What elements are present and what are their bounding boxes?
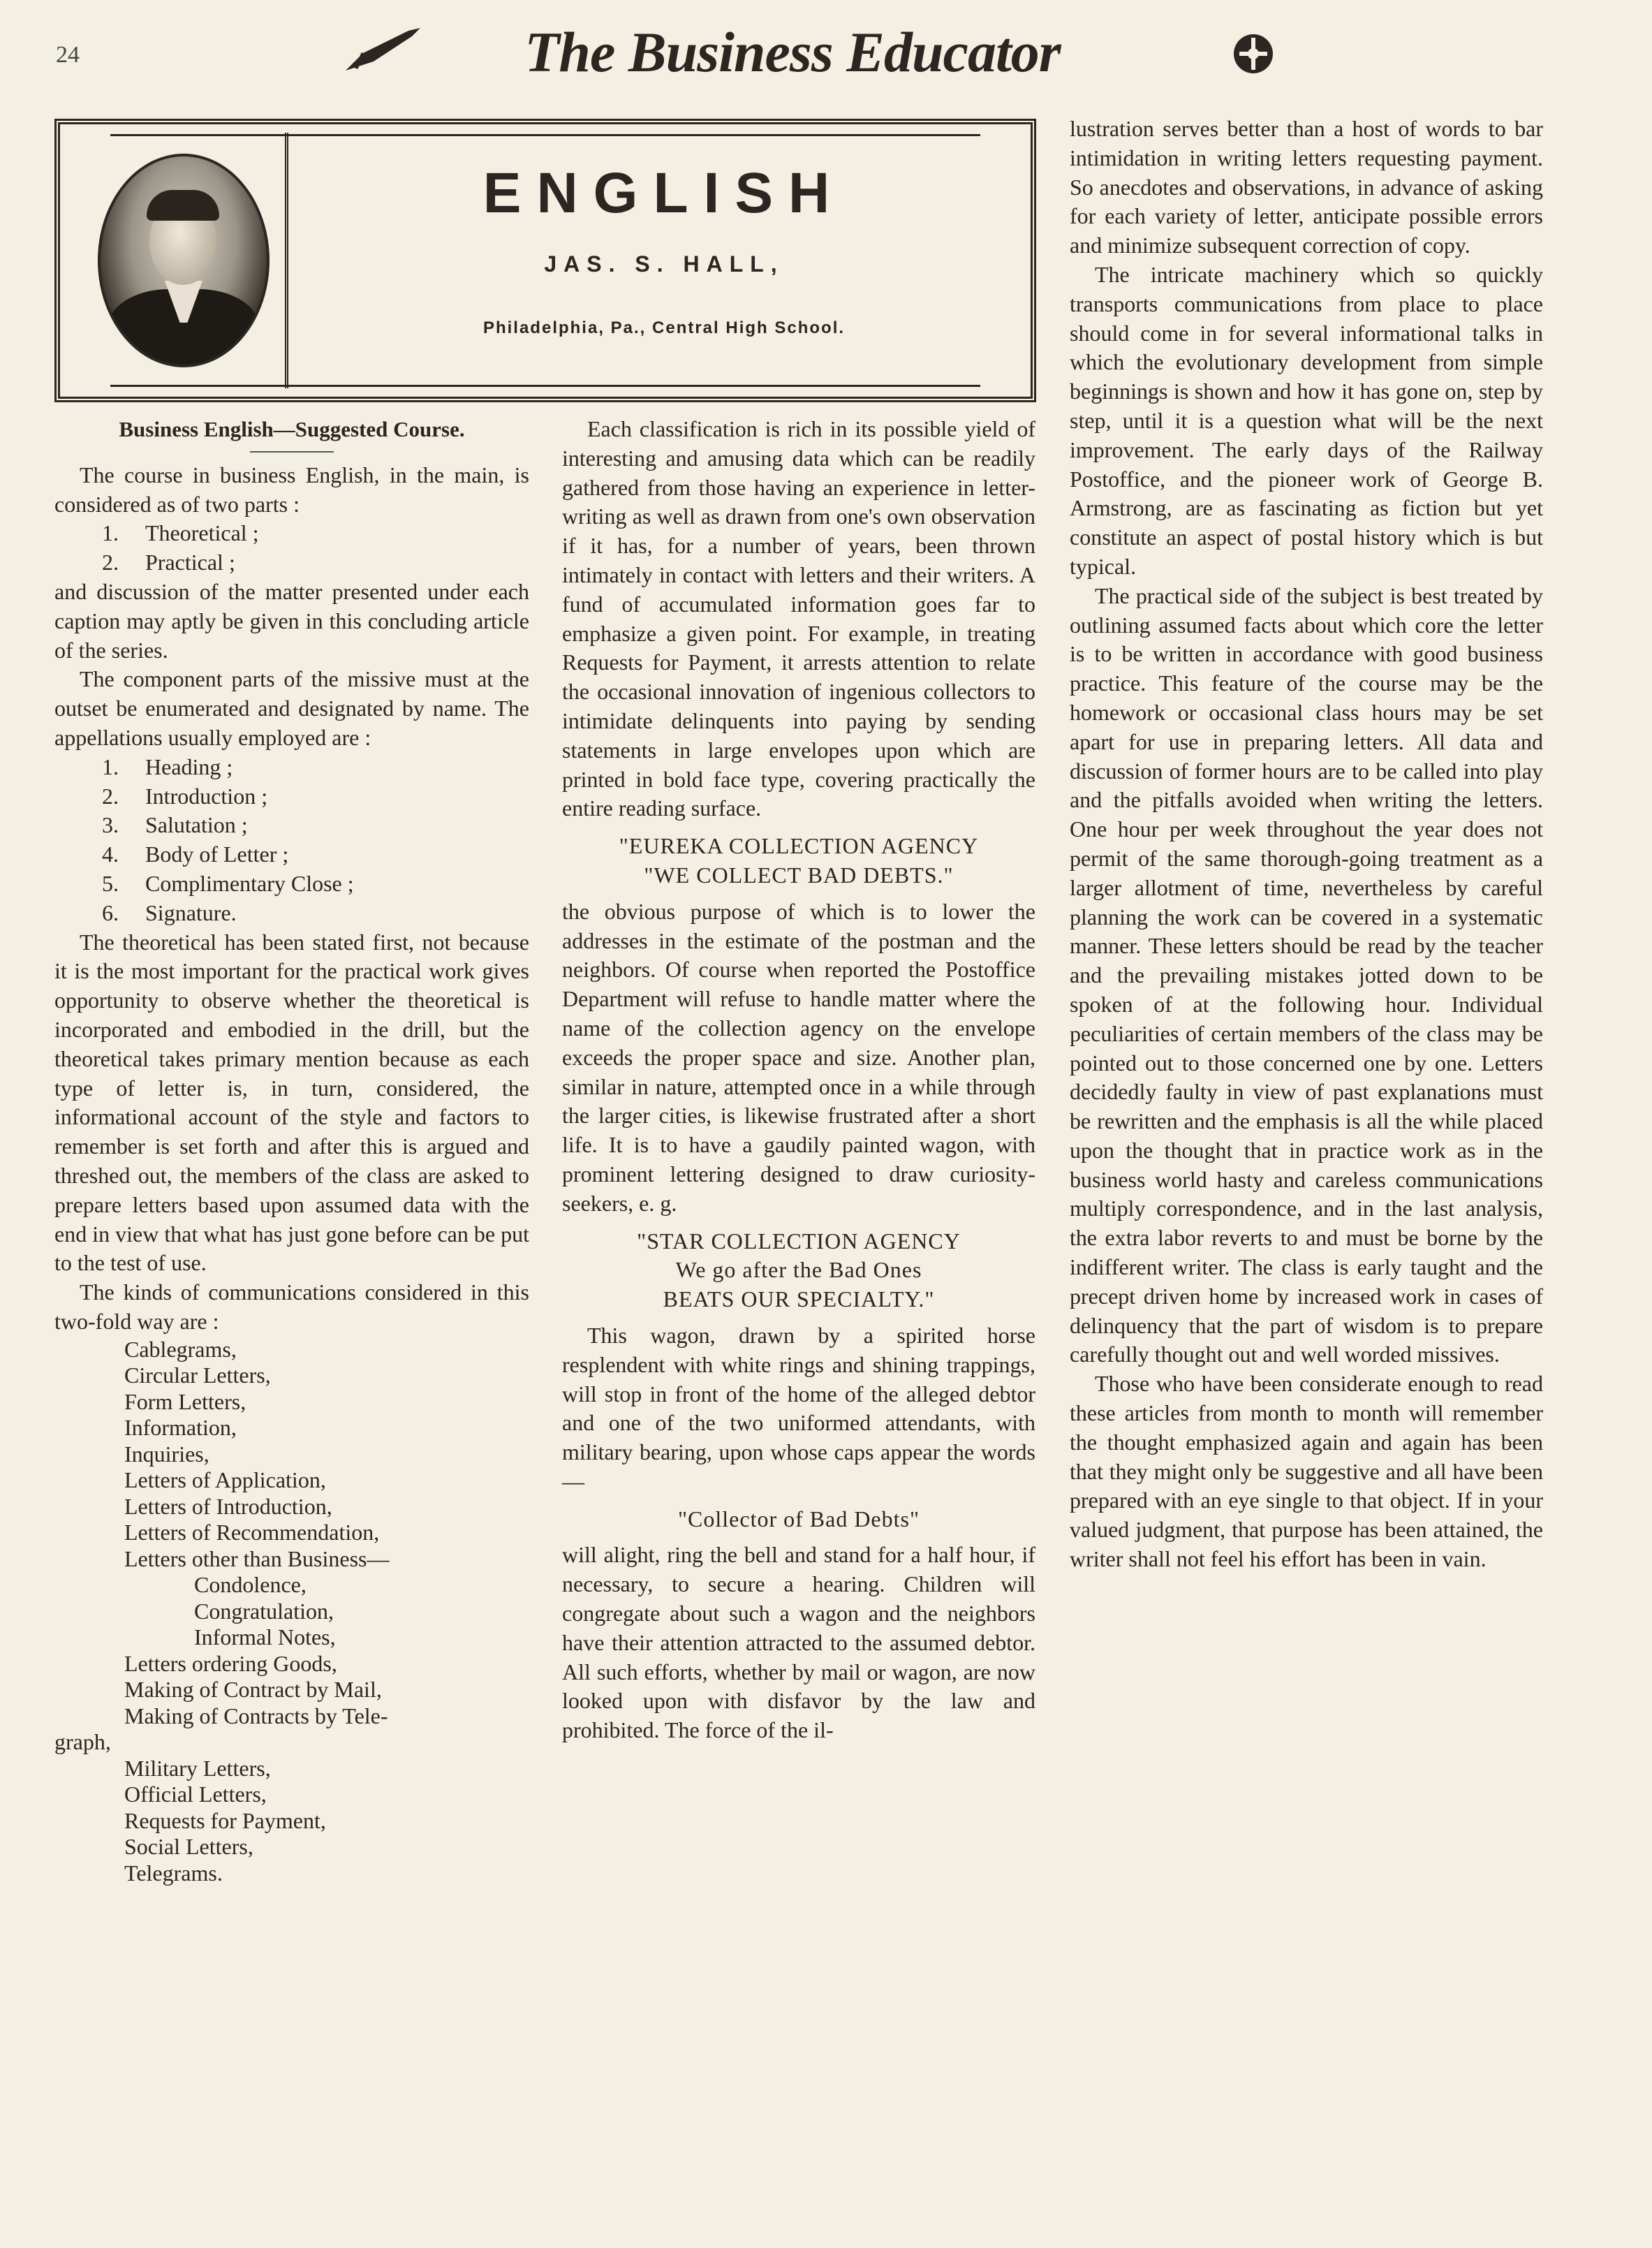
quote-line: "WE COLLECT BAD DEBTS." — [644, 862, 954, 888]
author-name: JAS. S. HALL, — [544, 251, 784, 277]
list-item: Form Letters, — [124, 1388, 246, 1414]
list-item: Letters ordering Goods, — [124, 1650, 337, 1676]
list-item: 3. Salutation ; — [102, 812, 248, 838]
list-item: Cablegrams, — [124, 1336, 237, 1362]
list-item: Official Letters, — [124, 1781, 267, 1807]
list-item: Making of Contracts by Tele- graph, — [54, 1703, 388, 1755]
list-item: Letters of Introduction, — [124, 1493, 332, 1519]
article-header-box — [54, 119, 1036, 402]
quoted-cap-words: "Collector of Bad Debts" — [677, 1506, 920, 1531]
paragraph: the obvious purpose of which is to lower the addresses in the estimate of the postman and the neighbors. Of course when reported the Postoffice Department will refuse to handle matter where the name of the collection agency on the envelope exceeds the proper space and size. Another plan, similar in nature, attempted once in a while through the larger cities, is likewise frustrated after a short life. It is to have a gaudily painted wagon, with prominent lettering designed to draw curiosity-seekers, e. g. — [562, 898, 1035, 1216]
list-item: Making of Contract by Mail, — [124, 1677, 382, 1703]
list-item: Military Letters, — [124, 1755, 271, 1781]
parts-list — [54, 519, 529, 578]
paragraph: Those who have been considerate enough to read these articles from month to month will remember the thought emphasized again and again has been that they might only be suggestive and all have been prepared with an eye single to that object. If in your valued judgment, that purpose has been attained, the writer shall not feel his effort has been in vain. — [1070, 1371, 1543, 1572]
quote-line: BEATS OUR SPECIALTY." — [663, 1286, 935, 1312]
list-item: Social Letters, — [124, 1834, 253, 1860]
header-divider — [285, 133, 288, 388]
header-rule-bottom — [110, 385, 980, 387]
paragraph: The practical side of the subject is best treated by outlining assumed facts about which core the letter is to be written in accordance with good business practice. This feature of the course may be the homework or occasional class hours may be set apart for use in preparing letters. All data and discussion of former hours are to be called into play and the pitfalls avoided when writing the letters. One hour per week throughout the year does not permit of the same thorough-going treatment as a larger allotment of time, nevertheless by careful planning the work can be covered in a systematic manner. These letters should be read by the teacher and the prevailing mistakes jotted down to be spoken of at the following hour. Individual peculiarities of certain members of the class may be pointed out to those concerned one by one. Letters decidedly faulty in view of past explanations must be rewritten and the emphasis is all the while placed upon the thought that in practice work as in the business world hasty and careless communications multiply correspondence, and in the last analysis, the extra labor reverts to and must be borne by the indifferent writer. The class is early taught and the precept driven home by increased work in cases of delinquency that the part of wisdom is to prepare carefully thought out and well worded missives. — [1070, 582, 1543, 1367]
communication-kinds-list — [54, 1337, 529, 1887]
paragraph: lustration serves better than a host of words to bar intimidation in writing letters requesting payment. So anecdotes and observations, in advance of asking for each variety of letter, anticipate possible errors and minimize subsequent correction of copy. — [1070, 116, 1543, 258]
article-title: ENGLISH — [482, 161, 846, 225]
quoted-sign-star — [562, 1227, 1035, 1314]
quill-pen-icon — [342, 25, 426, 74]
paragraph: will alight, ring the bell and stand for a half hour, if necessary, to secure a hearing. Children will congregate about such a wagon and the neighbors have their attention attracted to the assumed debtor. All such efforts, whether by mail or wagon, are now looked upon with disfavor by the law and prohibited. The force of the il- — [562, 1542, 1035, 1743]
list-item: Letters of Recommendation, — [124, 1520, 380, 1545]
list-item: Congratulation, — [194, 1598, 334, 1624]
list-item: Telegrams. — [124, 1860, 223, 1886]
quote-line: "EUREKA COLLECTION AGENCY — [619, 833, 979, 859]
list-item: Requests for Payment, — [124, 1807, 326, 1833]
quote-line: "STAR COLLECTION AGENCY — [637, 1228, 961, 1254]
list-item: 1. Theoretical ; — [102, 520, 259, 546]
paragraph: Each classification is rich in its possible yield of interesting and amusing data which can be readily gathered from those having an experience in letter-writing as well as drawn from one's own observation if it has, for a number of years, been thrown intimately in contact with letters and their writers. A fund of accumulated information goes far to emphasize a given point. For example, in treating Requests for Payment, it arrests attention to relate the occasional innovation of ingenious collectors to intimidate delinquents into paying by sending statements in large envelopes upon which are printed in bold face type, covering practically the entire reading surface. — [562, 416, 1035, 821]
quote-line: We go after the Bad Ones — [675, 1257, 922, 1283]
list-item: 6. Signature. — [102, 899, 237, 925]
column-left — [54, 415, 529, 1886]
components-list — [54, 753, 529, 928]
list-item: Letters of Application, — [124, 1467, 326, 1493]
list-item: Letters other than Business— — [124, 1545, 390, 1571]
paragraph: This wagon, drawn by a spirited horse resplendent with white rings and shining trappings, will stop in front of the home of the alleged debtor and one of the two uniformed attendants, with military bearing, upon whose caps appear the words— — [562, 1322, 1035, 1494]
author-affiliation: Philadelphia, Pa., Central High School. — [482, 318, 846, 337]
paragraph: and discussion of the matter presented under each caption may aptly be given in this concluding article of the series. — [54, 578, 529, 663]
list-item: Informal Notes, — [194, 1624, 336, 1650]
list-item: Condolence, — [194, 1572, 307, 1598]
list-item: 5. Complimentary Close ; — [102, 870, 354, 896]
column-right — [1070, 115, 1543, 1574]
paragraph: The course in business English, in the main, is considered as of two parts : — [54, 462, 529, 517]
list-item: Circular Letters, — [124, 1362, 271, 1388]
list-item: Information, — [124, 1415, 237, 1441]
paragraph: The component parts of the missive must at the outset be enumerated and designated by name. The appellations usually employed are : — [54, 666, 529, 750]
paragraph: The theoretical has been stated first, not because it is the most important for the practical work gives opportunity to observe whether the theoretical is incorporated and embodied in the drill, but the theoretical takes primary mention because as each type of letter is, in turn, considered, the informational account of the style and factors to remember is set forth and after this is argued and threshed out, the members of the class are asked to prepare letters based upon assumed data with the end in view that what has just gone before can be put to the test of use. — [54, 929, 529, 1276]
list-item: 4. Body of Letter ; — [102, 842, 289, 867]
page-number: 24 — [56, 42, 80, 68]
column-middle — [562, 415, 1035, 1745]
list-item: Inquiries, — [124, 1441, 209, 1467]
list-item: 2. Introduction ; — [102, 783, 268, 809]
quoted-sign-eureka — [562, 832, 1035, 890]
emblem-seal-icon — [1229, 29, 1278, 78]
masthead-title: The Business Educator — [524, 20, 1061, 84]
header-rule-top — [110, 134, 980, 136]
list-item: 1. Heading ; — [102, 754, 233, 779]
paragraph: The kinds of communications considered in this two-fold way are : — [54, 1279, 529, 1334]
section-rule — [250, 451, 334, 453]
author-portrait — [98, 154, 270, 367]
list-item: 2. Practical ; — [102, 550, 235, 575]
paragraph: The intricate machinery which so quickly transports communications from place to place should come in for several informational talks in which the evolutionary development from simple beginnings is shown and how it has gone on, step by step, until it is a question what will be the next improvement. The early days of the Railway Postoffice, and the pioneer work of George B. Armstrong, are as fascinating as fiction but yet constitute an aspect of postal history which is but typical. — [1070, 261, 1543, 579]
section-heading: Business English—Suggested Course. — [119, 417, 465, 441]
